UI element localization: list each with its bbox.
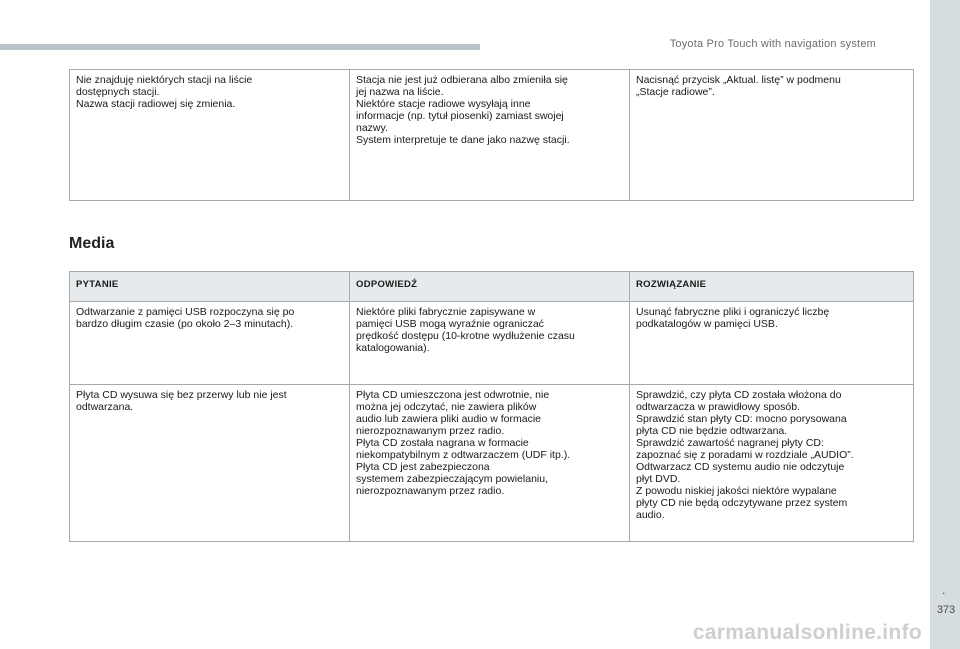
question-cell: Odtwarzanie z pamięci USB rozpoczyna się po bardzo długim czasie (po około 2–3 minutach). <box>70 302 350 385</box>
table-row <box>70 70 914 201</box>
solution-cell: Nacisnąć przycisk „Aktual. listę” w podmenu „Stacje radiowe”. <box>630 70 914 201</box>
question-cell: Płyta CD wysuwa się bez przerwy lub nie jest odtwarzana. <box>70 385 350 542</box>
page-number: 373 <box>936 604 956 616</box>
table-row <box>70 302 914 385</box>
answer-cell: Niektóre pliki fabrycznie zapisywane w pamięci USB mogą wyraźnie ograniczać prędkość dostępu (10-krotne wydłużenie czasu katalogowania). <box>350 302 630 385</box>
side-strip <box>930 0 960 649</box>
watermark: carmanualsonline.info <box>692 621 922 644</box>
table-row <box>70 385 914 542</box>
solution-cell: Sprawdzić, czy płyta CD została włożona do odtwarzacza w prawidłowy sposób. Sprawdzić stan płyty CD: mocno porysowana płyta CD nie będzie odtwarzana. Sprawdzić zawartość nagranej płyty CD: zapoznać się z poradami w rozdziale „AUDIO”. Odtwarzacz CD systemu audio nie odczytuje płyt DVD. Z powodu niskiej jakości niektóre wypalane płyty CD nie będą odczytywane przez system audio. <box>630 385 914 542</box>
radio-faq-table <box>69 69 914 201</box>
column-header-solution: ROZWIĄZANIE <box>630 272 914 302</box>
answer-cell: Płyta CD umieszczona jest odwrotnie, nie można jej odczytać, nie zawiera plików audio lub zawiera pliki audio w formacie nierozpoznawanym przez radio. Płyta CD została nagrana w formacie niekompatybilnym z odtwarzaczem (UDF itp.). Płyta CD jest zabezpieczona systemem zabezpieczającym powielaniu, nierozpoznawanym przez radio. <box>350 385 630 542</box>
answer-cell: Stacja nie jest już odbierana albo zmieniła się jej nazwa na liście. Niektóre stacje radiowe wysyłają inne informacje (np. tytuł piosenki) zamiast swojej nazwy. System interpretuje te dane jako nazwę stacji. <box>350 70 630 201</box>
media-faq-table <box>69 271 914 542</box>
section-heading-media: Media <box>69 235 115 252</box>
column-header-question: PYTANIE <box>70 272 350 302</box>
table-header-row <box>70 272 914 302</box>
page-dot: . <box>942 583 946 597</box>
question-cell: Nie znajduję niektórych stacji na liście dostępnych stacji. Nazwa stacji radiowej się zmienia. <box>70 70 350 201</box>
solution-cell: Usunąć fabryczne pliki i ograniczyć liczbę podkatalogów w pamięci USB. <box>630 302 914 385</box>
header-title: Toyota Pro Touch with navigation system <box>669 38 876 50</box>
column-header-answer: ODPOWIEDŹ <box>350 272 630 302</box>
header-rule <box>0 44 480 50</box>
